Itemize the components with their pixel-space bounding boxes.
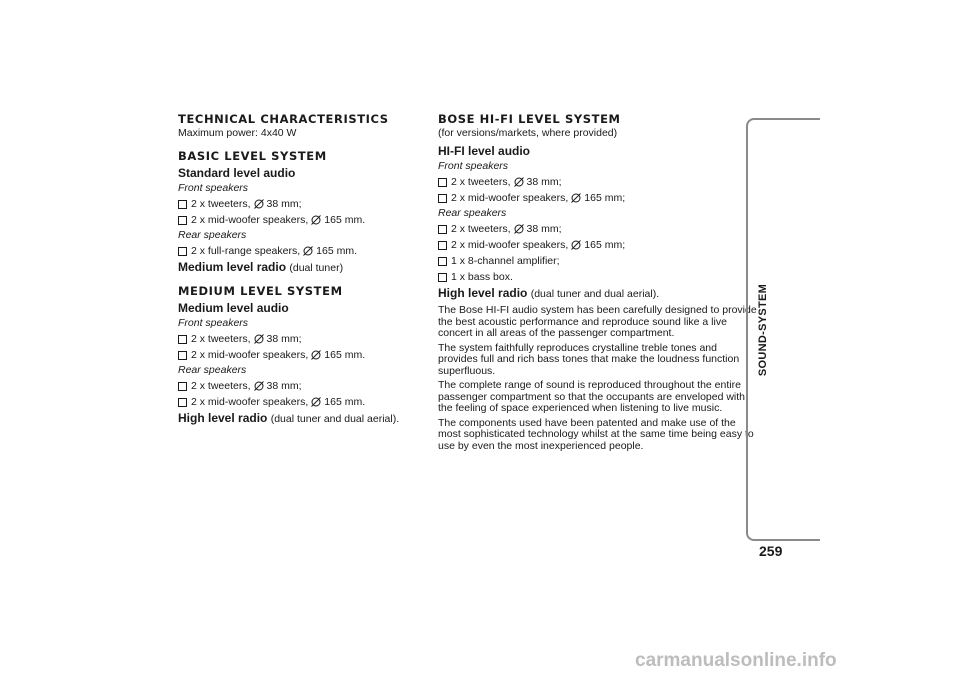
basic-radio-bold: Medium level radio xyxy=(178,260,287,274)
diameter-symbol-icon xyxy=(513,176,525,188)
paragraph-line: the feeling of space experienced when listening to live music. xyxy=(438,402,723,414)
basic-rear-list xyxy=(178,243,418,259)
checkbox-square-icon xyxy=(438,273,447,282)
basic-rear-label: Rear speakers xyxy=(178,229,247,241)
list-item-size: 165 mm. xyxy=(324,214,366,226)
list-item xyxy=(178,196,418,212)
diameter-symbol-icon xyxy=(302,245,314,257)
basic-subheading: Standard level audio xyxy=(178,166,296,180)
list-item xyxy=(178,394,418,410)
list-item-text: 2 x tweeters, xyxy=(191,333,251,345)
list-item-text: 2 x mid-woofer speakers, xyxy=(451,192,569,204)
list-item xyxy=(438,190,743,206)
list-item-size: 165 mm. xyxy=(324,349,366,361)
page-number: 259 xyxy=(759,543,783,559)
list-item-size: 165 mm. xyxy=(324,396,366,408)
diameter-symbol-icon xyxy=(570,192,582,204)
medium-front-list xyxy=(178,331,418,363)
medium-rear-list xyxy=(178,378,418,410)
checkbox-square-icon xyxy=(438,225,447,234)
list-item-text: 1 x bass box. xyxy=(451,271,513,283)
list-item-size: 38 mm; xyxy=(266,380,302,392)
basic-front-label: Front speakers xyxy=(178,182,249,194)
right-column xyxy=(438,112,757,452)
list-item xyxy=(178,243,418,259)
list-item-text: 2 x full-range speakers, xyxy=(191,245,301,257)
list-item-text: 2 x tweeters, xyxy=(451,176,511,188)
diameter-symbol-icon xyxy=(253,380,265,392)
watermark: carmanualsonline.info xyxy=(635,650,837,671)
medium-subheading: Medium level audio xyxy=(178,301,289,315)
list-item-size: 38 mm; xyxy=(526,223,562,235)
diameter-symbol-icon xyxy=(310,349,322,361)
diameter-symbol-icon xyxy=(253,333,265,345)
medium-radio-note: (dual tuner and dual aerial). xyxy=(270,413,400,425)
diameter-symbol-icon xyxy=(310,396,322,408)
medium-radio-bold: High level radio xyxy=(178,411,268,425)
medium-front-label: Front speakers xyxy=(178,317,249,329)
list-item-text: 2 x mid-woofer speakers, xyxy=(191,214,309,226)
paragraph-line: The system faithfully reproduces crystalline treble tones and xyxy=(438,341,717,354)
bose-rear-label: Rear speakers xyxy=(438,207,507,219)
checkbox-square-icon xyxy=(178,398,187,407)
left-column xyxy=(178,112,418,427)
bose-subheading: HI-FI level audio xyxy=(438,144,531,158)
checkbox-square-icon xyxy=(178,247,187,256)
list-item xyxy=(438,253,743,269)
paragraph-line: passenger compartment so that the occupants are enveloped with xyxy=(438,390,746,403)
list-item-text: 2 x mid-woofer speakers, xyxy=(191,396,309,408)
paragraph-line: use by even the most inexperienced people. xyxy=(438,439,644,452)
list-item-size: 165 mm. xyxy=(316,245,357,257)
bose-radio-bold: High level radio xyxy=(438,286,528,300)
checkbox-square-icon xyxy=(178,335,187,344)
paragraph-line: superfluous. xyxy=(438,364,496,377)
checkbox-square-icon xyxy=(178,216,187,225)
checkbox-square-icon xyxy=(438,194,447,203)
body-paragraph xyxy=(438,416,754,453)
diameter-symbol-icon xyxy=(253,198,265,210)
paragraph-line: The Bose HI-FI audio system has been carefully designed to provide xyxy=(438,304,757,316)
body-paragraph xyxy=(438,304,757,340)
medium-heading: MEDIUM LEVEL SYSTEM xyxy=(178,284,343,298)
paragraph-line: concert in all areas of the passenger compartment. xyxy=(438,327,675,339)
paragraph-line: The complete range of sound is reproduced throughout the entire xyxy=(438,379,741,391)
basic-front-list xyxy=(178,196,418,228)
bose-radio-note: (dual tuner and dual aerial). xyxy=(530,288,660,300)
list-item-size: 165 mm; xyxy=(584,239,626,251)
list-item-text: 2 x tweeters, xyxy=(451,223,511,235)
list-item-text: 1 x 8-channel amplifier; xyxy=(451,255,560,267)
bose-note: (for versions/markets, where provided) xyxy=(438,127,618,139)
paragraph-line: provides full and rich bass tones that make the loudness function xyxy=(438,353,740,365)
bose-rear-list xyxy=(438,221,743,285)
technical-heading: TECHNICAL CHARACTERISTICS xyxy=(178,112,389,126)
diameter-symbol-icon xyxy=(570,239,582,251)
checkbox-square-icon xyxy=(178,200,187,209)
bose-paragraphs xyxy=(438,304,757,452)
list-item xyxy=(178,212,418,228)
bose-radio-line xyxy=(438,285,743,302)
body-paragraph xyxy=(438,343,743,378)
medium-radio-line xyxy=(178,410,418,427)
list-item xyxy=(178,347,418,363)
list-item-size: 38 mm; xyxy=(266,333,302,345)
max-power-text: Maximum power: 4x40 W xyxy=(178,127,297,139)
list-item xyxy=(178,378,418,394)
list-item-size: 38 mm; xyxy=(526,176,562,188)
basic-heading: BASIC LEVEL SYSTEM xyxy=(178,149,327,163)
bose-front-list xyxy=(438,174,743,206)
list-item xyxy=(438,174,743,190)
basic-radio-line xyxy=(178,259,418,276)
section-tab-label: SOUND-SYSTEM xyxy=(757,283,769,377)
list-item xyxy=(438,221,743,237)
medium-rear-label: Rear speakers xyxy=(178,364,247,376)
checkbox-square-icon xyxy=(438,241,447,250)
list-item-text: 2 x mid-woofer speakers, xyxy=(191,349,309,361)
list-item-text: 2 x tweeters, xyxy=(191,380,251,392)
body-paragraph xyxy=(438,379,746,415)
paragraph-line: The components used have been patented and make use of the xyxy=(438,416,736,429)
list-item-size: 165 mm; xyxy=(584,192,626,204)
bose-heading: BOSE HI-FI LEVEL SYSTEM xyxy=(438,112,621,126)
list-item xyxy=(438,269,743,285)
checkbox-square-icon xyxy=(178,351,187,360)
checkbox-square-icon xyxy=(178,382,187,391)
checkbox-square-icon xyxy=(438,257,447,266)
list-item-text: 2 x tweeters, xyxy=(191,198,251,210)
list-item xyxy=(178,331,418,347)
basic-radio-note: (dual tuner) xyxy=(289,262,344,274)
bose-front-label: Front speakers xyxy=(438,160,509,172)
paragraph-line: the best acoustic performance and reproduce sound like a live xyxy=(438,315,727,328)
diameter-symbol-icon xyxy=(310,214,322,226)
list-item xyxy=(438,237,743,253)
list-item-size: 38 mm; xyxy=(266,198,302,210)
paragraph-line: most sophisticated technology whilst at the same time being easy to xyxy=(438,428,754,440)
checkbox-square-icon xyxy=(438,178,447,187)
list-item-text: 2 x mid-woofer speakers, xyxy=(451,239,569,251)
diameter-symbol-icon xyxy=(513,223,525,235)
